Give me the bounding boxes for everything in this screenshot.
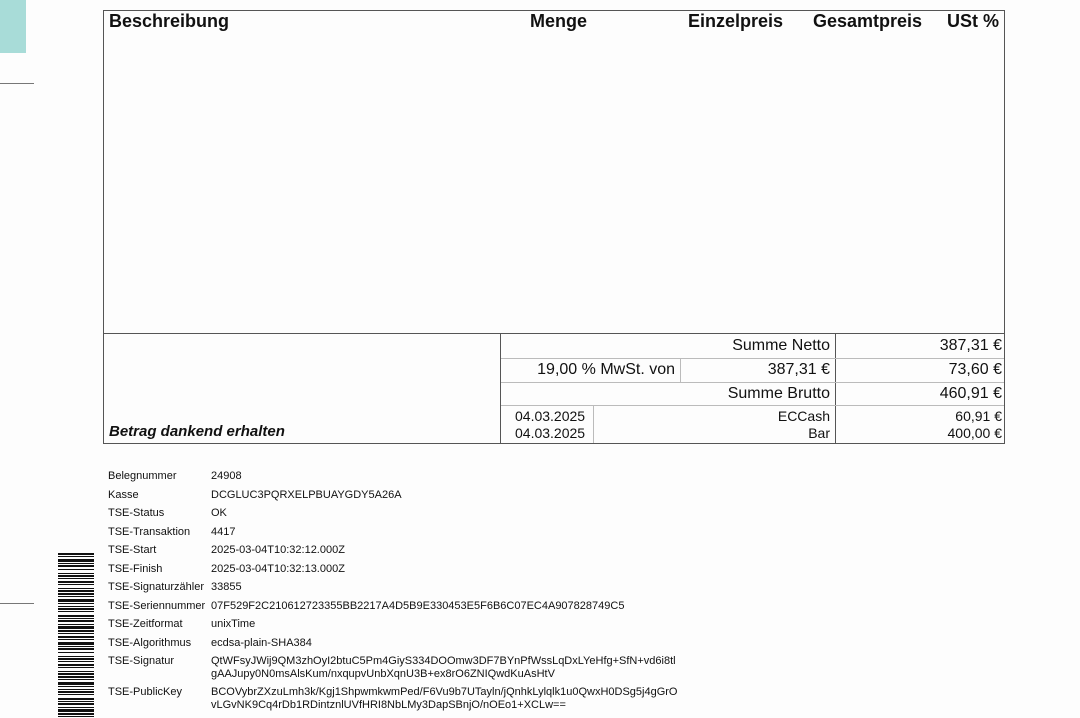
barcode-bar	[58, 679, 94, 680]
barcode-bar	[58, 676, 94, 678]
barcode-bar	[58, 707, 94, 708]
barcode-bar	[58, 713, 94, 715]
barcode-bar	[58, 709, 94, 712]
barcode-bar	[58, 703, 94, 705]
meta-label: TSE-Status	[108, 507, 165, 519]
meta-value: 33855	[211, 581, 242, 593]
meta-label: Kasse	[108, 488, 139, 501]
meta-value: 4417	[211, 525, 236, 538]
meta-row	[108, 470, 677, 489]
header-description: Beschreibung	[109, 11, 230, 31]
barcode-bar	[58, 611, 94, 612]
barcode-bar	[58, 624, 94, 625]
barcode-bar	[58, 664, 94, 666]
meta-value: DCGLUC3PQRXELPBUAYGDY5A26A	[211, 488, 402, 501]
meta-row	[108, 600, 677, 619]
barcode-bar	[58, 648, 94, 650]
meta-value: OK	[211, 507, 227, 519]
header-unit-price: Einzelpreis	[688, 11, 784, 31]
barcode-bar	[58, 563, 94, 564]
barcode-bar	[58, 553, 94, 555]
net-label: Summe Netto	[732, 337, 830, 354]
barcode-bar	[58, 716, 94, 717]
barcode-bar	[58, 578, 94, 579]
barcode-bar	[58, 590, 94, 592]
barcode-bar	[58, 689, 94, 690]
barcode-bar	[58, 652, 94, 653]
barcode-bar	[58, 575, 94, 577]
barcode-bar	[58, 671, 94, 672]
meta-label: TSE-Start	[108, 544, 157, 556]
barcode-bar	[58, 673, 94, 675]
side-tab-accent	[0, 0, 26, 53]
net-value: 387,31 €	[939, 337, 1002, 354]
barcode-bar	[58, 658, 94, 660]
barcode-bar	[58, 581, 94, 583]
barcode-bar	[58, 656, 94, 657]
vat-label: 19,00 % MwSt. von	[537, 361, 675, 378]
barcode-bar	[58, 698, 94, 700]
line-items-table	[103, 10, 1005, 334]
meta-row	[108, 507, 677, 526]
payment-method: Bar	[808, 425, 830, 441]
barcode-bar	[58, 573, 94, 574]
barcode-bar	[58, 661, 94, 662]
fold-mark-top	[0, 83, 34, 84]
vat-amount: 73,60 €	[948, 361, 1002, 378]
meta-row	[108, 526, 677, 545]
barcode-bar	[58, 630, 94, 632]
header-quantity: Menge	[530, 11, 588, 31]
meta-value: 2025-03-04T10:32:12.000Z	[211, 544, 345, 556]
meta-row	[108, 581, 677, 600]
meta-label: TSE-Seriennummer	[108, 599, 206, 612]
barcode-bar	[58, 646, 94, 647]
barcode-bar	[58, 633, 94, 634]
meta-value: 24908	[211, 470, 242, 482]
barcode-bar	[58, 593, 94, 595]
barcode-bar	[58, 599, 94, 602]
meta-value: unixTime	[211, 618, 256, 630]
meta-label: TSE-Algorithmus	[108, 636, 192, 649]
meta-row	[108, 655, 677, 686]
barcode-bar	[58, 569, 94, 570]
fold-mark-bottom	[0, 603, 34, 604]
gross-value: 460,91 €	[939, 385, 1002, 402]
barcode-bar	[58, 584, 94, 585]
payment-date: 04.03.2025	[515, 425, 586, 441]
barcode-bar	[58, 636, 94, 638]
receipt-metadata	[108, 470, 677, 712]
barcode-bar	[58, 667, 94, 668]
vat-base: 387,31 €	[767, 361, 830, 378]
meta-label: TSE-PublicKey	[108, 686, 182, 698]
gross-label: Summe Brutto	[727, 385, 830, 402]
meta-label: TSE-Zeitformat	[108, 618, 183, 630]
barcode-bar	[58, 559, 94, 562]
meta-label: TSE-Signatur	[108, 655, 175, 667]
meta-value: BCOVybrZXzuLmh3k/Kgj1ShpwmkwmPed/F6Vu9b7UTayln/jQnhkLylqlk1u0QwxH0DSg5j4gGrO vLGvNK9Cq4rDb1RDintznlUVfHRI8NbLMy3DapSBnjO/nOEo1+XCLw==	[211, 686, 678, 711]
header-total-price: Gesamtpreis	[813, 11, 923, 31]
barcode-bar	[58, 639, 94, 640]
barcode-bar	[58, 642, 94, 645]
barcode-bar	[58, 608, 94, 610]
summary-table	[103, 333, 1005, 444]
meta-row	[108, 563, 677, 582]
barcode-bar	[58, 694, 94, 695]
barcode-bar	[58, 618, 94, 619]
barcode	[58, 553, 94, 718]
thanks-note: Betrag dankend erhalten	[109, 423, 285, 440]
meta-value: QtWFsyJWij9QM3zhOyI2btuC5Pm4GiyS334DOOmw3DF7BYnPfWssLqDxLYeHfg+SfN+vd6i8tl gAAJupy0N0msAlsKum/nxqupvUnbXqnU3B+ex8rO6ZNIQwdKuAsHtV	[211, 655, 676, 680]
barcode-bar	[58, 588, 94, 589]
meta-label: Belegnummer	[108, 470, 177, 482]
meta-label: TSE-Signaturzähler	[108, 581, 204, 593]
payment-method: ECCash	[777, 408, 830, 424]
barcode-bar	[58, 626, 94, 629]
barcode-bar	[58, 701, 94, 702]
barcode-bar	[58, 620, 94, 622]
meta-row	[108, 489, 677, 508]
meta-row	[108, 686, 677, 712]
payment-amount: 60,91 €	[955, 408, 1002, 424]
meta-value: 2025-03-04T10:32:13.000Z	[211, 562, 345, 575]
barcode-bar	[58, 565, 94, 567]
payment-amount: 400,00 €	[947, 425, 1002, 441]
barcode-bar	[58, 603, 94, 604]
barcode-bar	[58, 691, 94, 693]
meta-label: TSE-Transaktion	[108, 525, 191, 538]
barcode-bar	[58, 556, 94, 557]
meta-label: TSE-Finish	[108, 562, 163, 575]
barcode-bar	[58, 615, 94, 617]
meta-row	[108, 637, 677, 656]
meta-row	[108, 544, 677, 563]
barcode-bar	[58, 686, 94, 687]
payment-date: 04.03.2025	[515, 408, 586, 424]
meta-value: ecdsa-plain-SHA384	[211, 636, 312, 649]
meta-row	[108, 618, 677, 637]
header-vat: USt %	[946, 11, 999, 31]
barcode-bar	[58, 606, 94, 607]
barcode-bar	[58, 682, 94, 685]
barcode-bar	[58, 596, 94, 597]
meta-value: 07F529F2C210612723355BB2217A4D5B9E330453E5F6B6C07EC4A907828749C5	[211, 599, 625, 612]
